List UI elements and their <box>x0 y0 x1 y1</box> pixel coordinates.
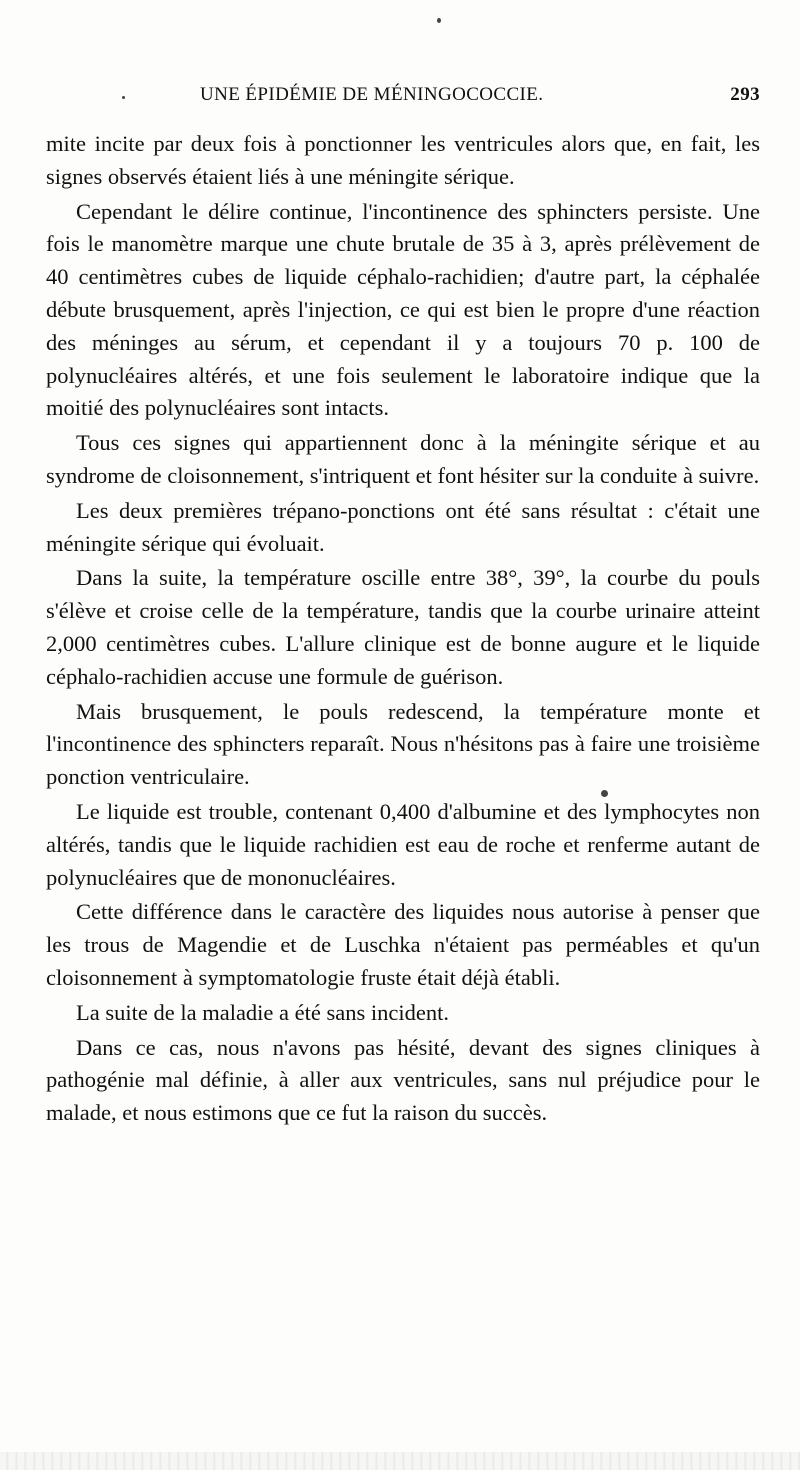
print-speck <box>437 18 441 23</box>
paragraph: Tous ces signes qui appartiennent donc à la méningite sérique et au syndrome de cloisonnement, s'intriquent et font hésiter sur la conduite à suivre. <box>46 430 760 488</box>
paragraph: Le liquide est trouble, contenant 0,400 d'albumine et des lymphocytes non altérés, tandis que le liquide rachidien est eau de roche et renferme autant de polynucléaires que de mononucléaires. <box>46 798 760 890</box>
paragraph: Mais brusquement, le pouls redescend, la température monte et l'incontinence des sphincters reparaît. Nous n'hésitons pas à faire une troisième ponction ventriculaire. <box>46 698 760 790</box>
paragraph: Cette différence dans le caractère des liquides nous autorise à penser que les trous de Magendie et de Luschka n'étaient pas perméables et qu'un cloisonnement à symptomatologie fruste était déjà établi. <box>46 899 760 990</box>
paragraph: Dans la suite, la température oscille entre 38°, 39°, la courbe du pouls s'élève et croise celle de la température, tandis que la courbe urinaire atteint 2,000 centimètres cubes. L'allure clinique est de bonne augure et le liquide céphalo-rachidien accuse une formule de guérison. <box>46 565 760 689</box>
scan-edge <box>0 1452 800 1470</box>
running-title: UNE ÉPIDÉMIE DE MÉNINGOCOCCIE. <box>200 84 544 105</box>
page-number: 293 <box>730 84 760 105</box>
print-speck <box>122 96 125 99</box>
paragraph: Les deux premières trépano-ponctions ont été sans résultat : c'était une méningite sérique qui évoluait. <box>46 497 760 556</box>
paragraph: mite incite par deux fois à ponctionner les ventricules alors que, en fait, les signes observés étaient liés à une méningite sérique. <box>46 131 760 189</box>
paragraph: Dans ce cas, nous n'avons pas hésité, devant des signes cliniques à pathogénie mal définie, à aller aux ventricules, sans nul préjudice pour le malade, et nous estimons que ce fut la raison du succès. <box>46 1034 760 1126</box>
paragraph: La suite de la maladie a été sans incident. <box>76 999 449 1025</box>
running-head <box>200 84 760 114</box>
paragraph: Cependant le délire continue, l'incontinence des sphincters persiste. Une fois le manomètre marque une chute brutale de 35 à 3, après prélèvement de 40 centimètres cubes de liquide céphalo-rachidien; d'autre part, la céphalée débute brusquement, après l'injection, ce qui est bien le propre d'une réaction des méninges au sérum, et cependant il y a toujours 70 p. 100 de polynucléaires altérés, et une fois seulement le laboratoire indique que la moitié des polynucléaires sont intacts. <box>46 198 760 421</box>
body-text <box>46 128 760 1132</box>
